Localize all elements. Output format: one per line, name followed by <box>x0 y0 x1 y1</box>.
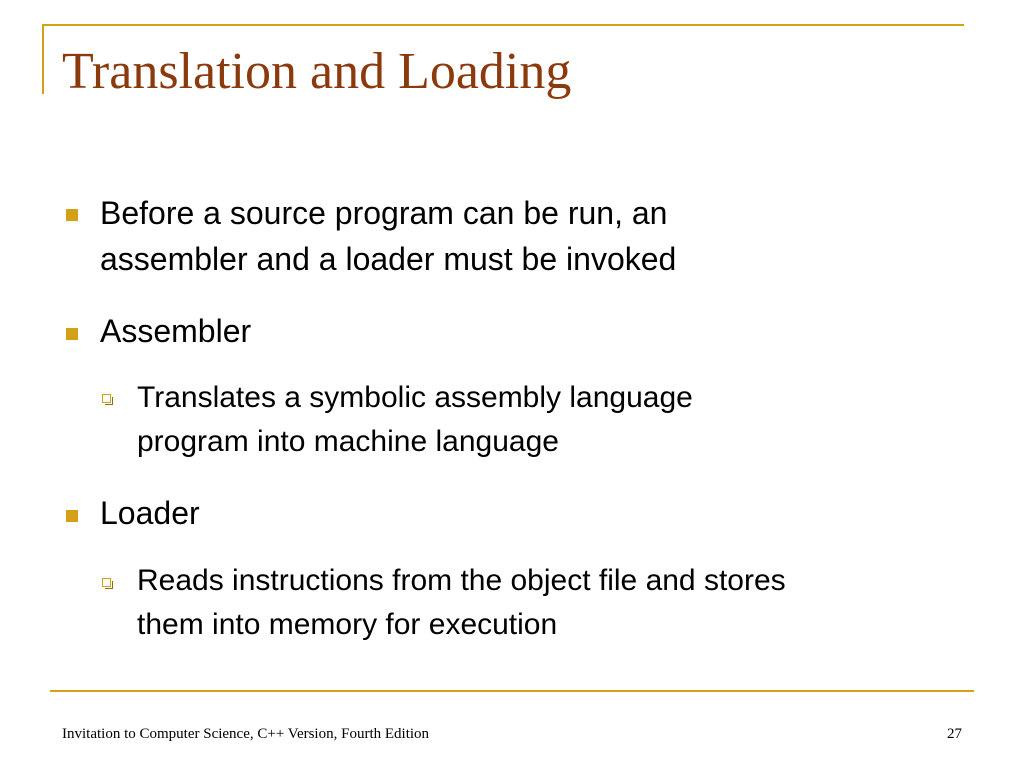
sub-bullet-item <box>137 559 786 647</box>
bullet-item <box>100 490 200 536</box>
title-frame-top-rule <box>42 24 964 26</box>
bullet-line: Loader <box>100 495 200 531</box>
footer-rule <box>50 690 974 692</box>
bullet-line: program into machine language <box>137 425 559 458</box>
bullet-line: Translates a symbolic assembly language <box>137 381 693 414</box>
bullet-item <box>100 308 251 354</box>
hollow-square-bullet-icon <box>102 578 111 587</box>
bullet-line: Before a source program can be run, an <box>100 195 668 231</box>
filled-square-bullet-icon <box>66 510 78 522</box>
bullet-line: assembler and a loader must be invoked <box>100 241 677 277</box>
filled-square-bullet-icon <box>66 209 78 221</box>
hollow-square-bullet-icon <box>102 394 111 403</box>
bullet-line: Assembler <box>100 313 252 349</box>
bullet-line: Reads instructions from the object file and stores <box>137 564 786 597</box>
footer-book-title: Invitation to Computer Science, C++ Version, Fourth Edition <box>62 726 430 742</box>
filled-square-bullet-icon <box>66 328 78 340</box>
slide-title: Translation and Loading <box>62 43 572 100</box>
sub-bullet-item <box>137 376 693 464</box>
page-number: 27 <box>947 726 962 742</box>
bullet-item <box>100 190 676 282</box>
bullet-line: them into memory for execution <box>137 608 558 641</box>
title-frame-left-rule <box>42 24 44 94</box>
